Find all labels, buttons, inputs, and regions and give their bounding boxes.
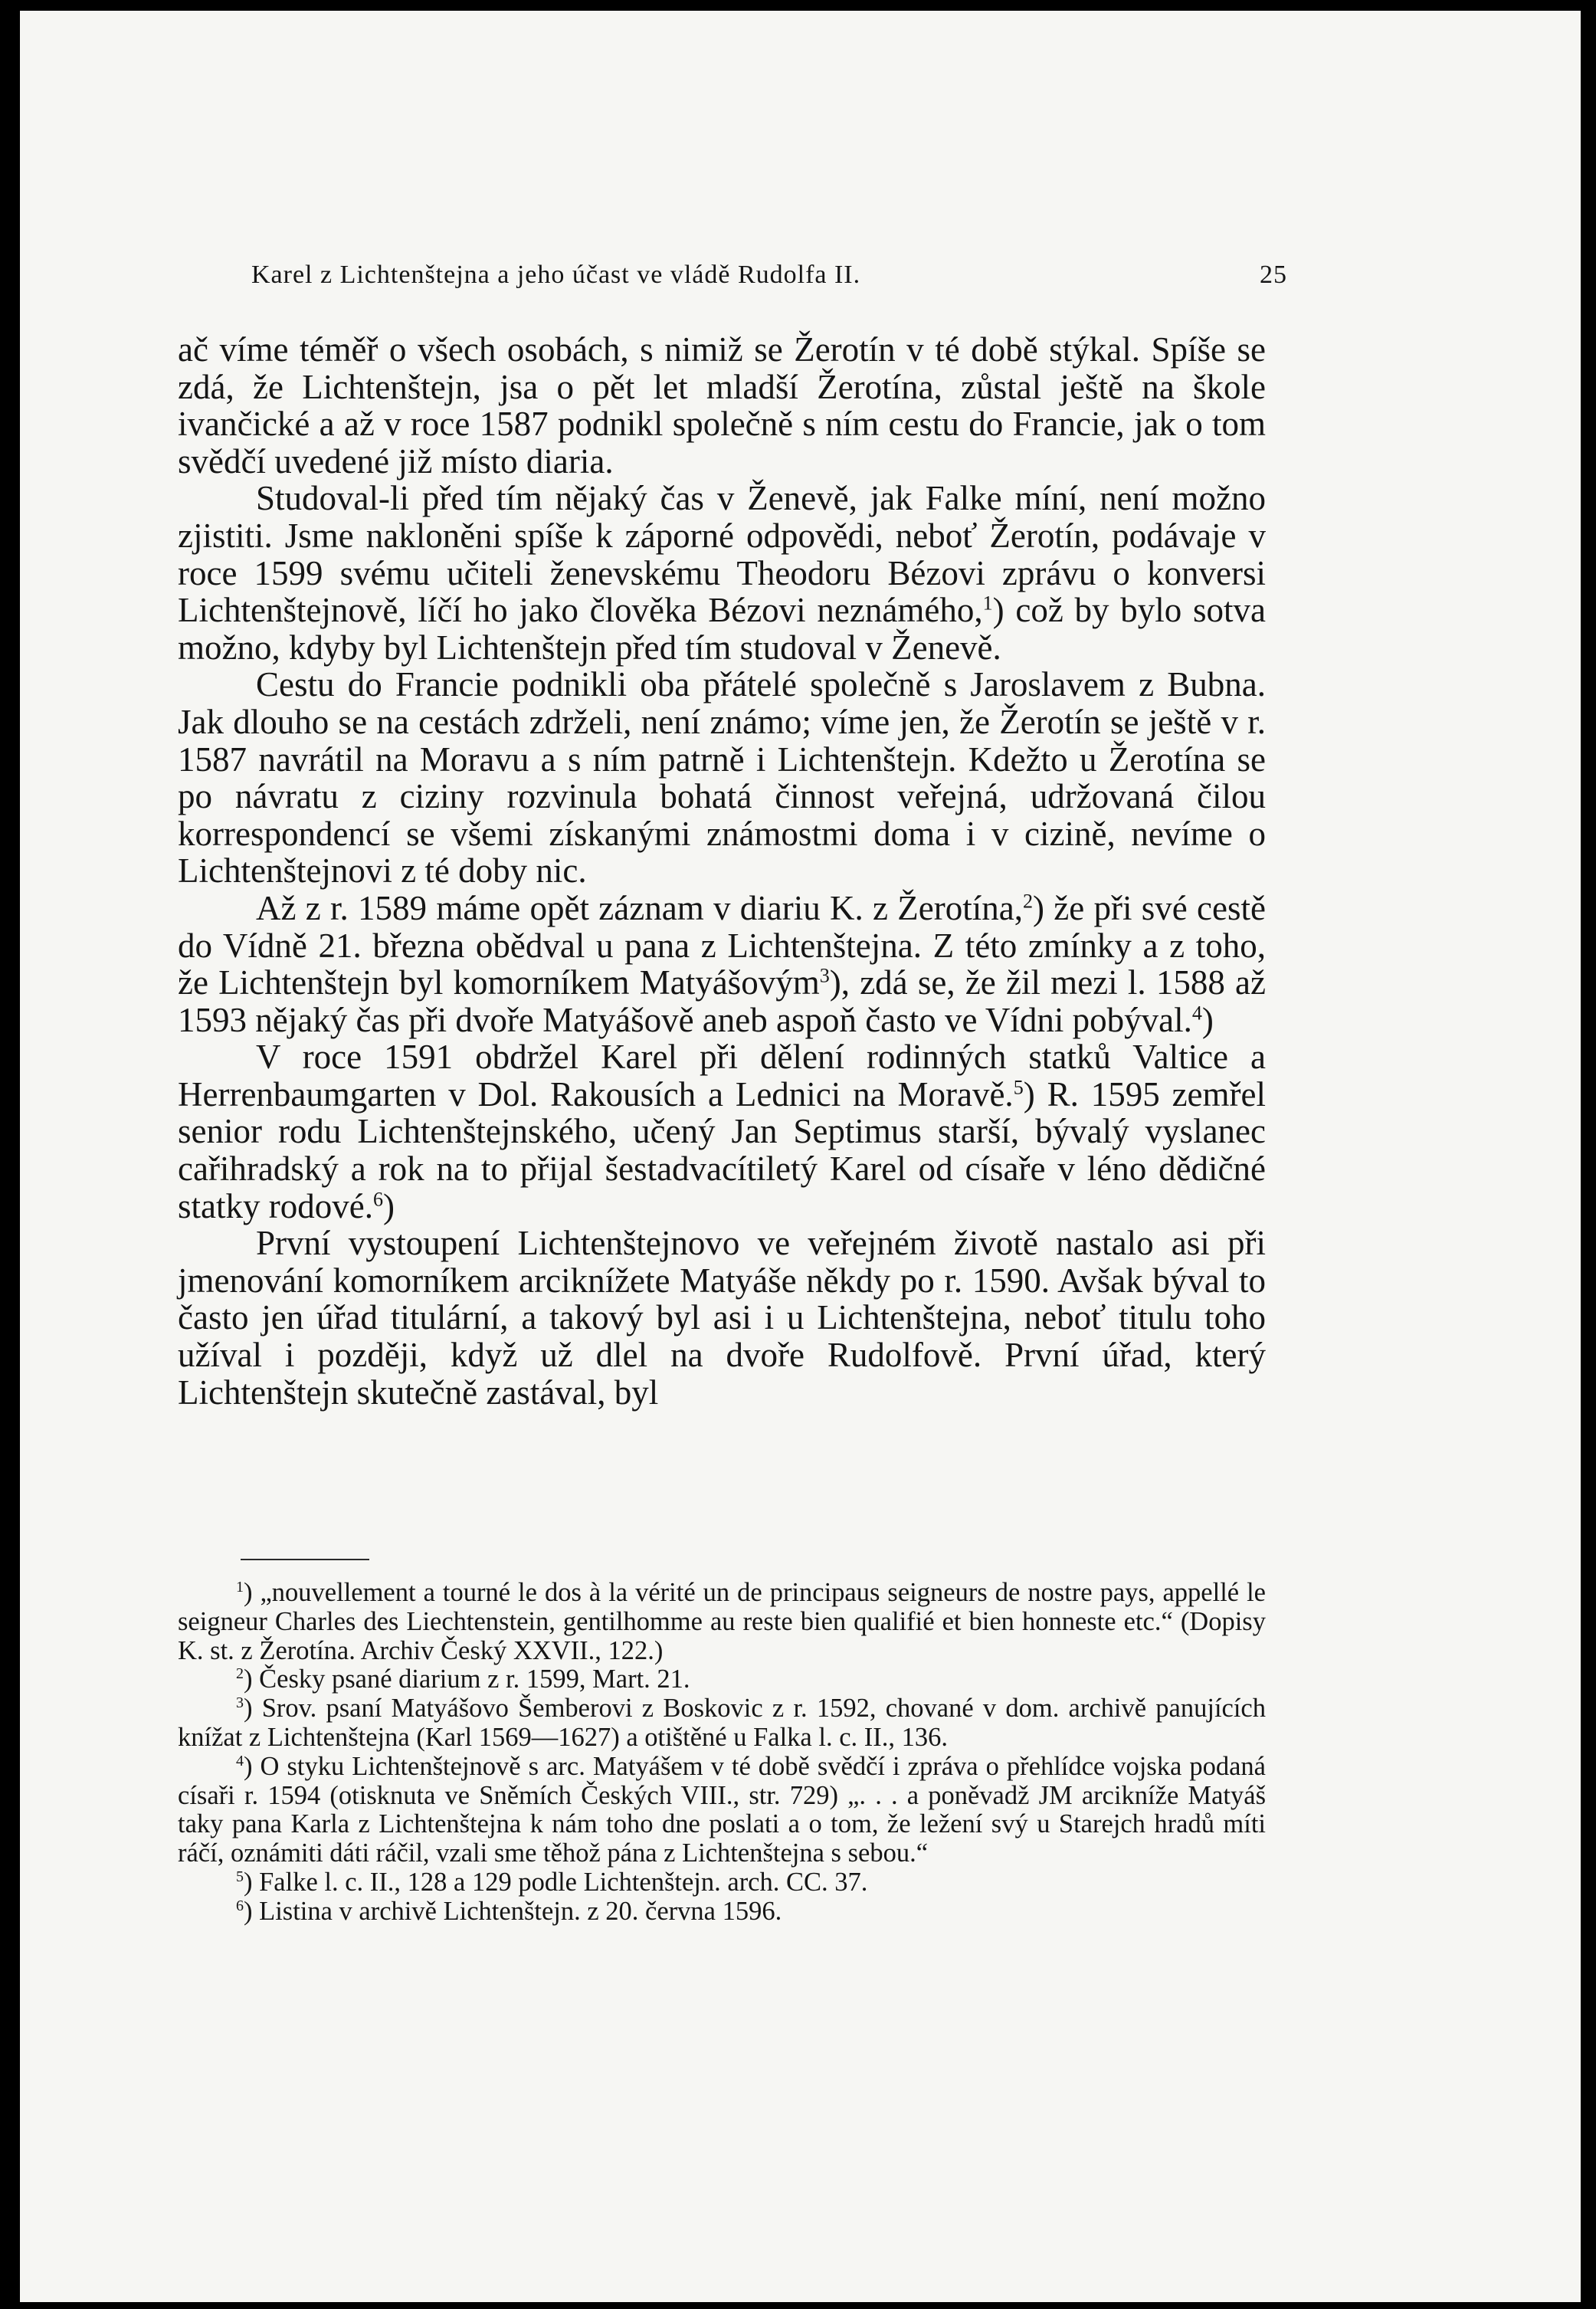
footnote-text: ) Falke l. c. II., 128 a 129 podle Lichtenštejn. arch. CC. 37. <box>244 1867 868 1897</box>
footnote-mark: 4 <box>236 1752 244 1769</box>
paragraph-text: ač víme téměř o všech osobách, s nimiž se Žerotín v té době stýkal. Spíše se zdá, že Lichtenštejn, jsa o pět let mladší Žerotína, zůstal ještě na škole ivančické a až v roce 1587 podnikl společně s ním cestu do Francie, jak o tom svědčí uvedené již místo diaria. <box>178 330 1266 480</box>
footnote-ref: 5 <box>1013 1076 1024 1099</box>
page-number: 25 <box>1260 261 1287 289</box>
footnote-mark: 5 <box>236 1868 244 1885</box>
paragraph-text: ) což by bylo sotva možno, kdyby byl Lichtenštejn před tím studoval v Ženevě. <box>178 591 1267 667</box>
paragraph-text: Cestu do Francie podnikli oba přátelé společně s Jaroslavem z Bubna. Jak dlouho se na cestách zdrželi, není známo; víme jen, že Žerotín se ještě v r. 1587 navrátil na Moravu a s ním patrně i Lichtenštejn. Kdežto u Žerotína se po návratu z ciziny rozvinula bohatá činnost veřejná, udržovaná čilou korrespondencí se všemi získanými známostmi doma i v cizině, nevíme o Lichtenštejnovi z té doby nic. <box>178 665 1266 890</box>
paragraph-text: První vystoupení Lichtenštejnovo ve veřejném životě nastalo asi při jmenování komorníkem arciknížete Matyáše někdy po r. 1590. Avšak býval to často jen úřad titulární, a takový byl asi i u Lichtenštejna, neboť titulu toho užíval i později, když už dlel na dvoře Rudolfově. První úřad, který Lichtenštejn skutečně zastával, byl <box>178 1224 1266 1412</box>
paragraph-text: ) že při své cestě do Vídně 21. března obědval u pana z Lichtenštejna. Z této zmínky a z toho, že Lichtenštejn byl komorníkem Matyášovým <box>178 888 1266 1002</box>
footnote-mark: 3 <box>236 1694 244 1712</box>
footnote-mark: 6 <box>236 1897 244 1914</box>
footnote-ref: 3 <box>819 964 830 987</box>
main-text <box>178 331 1266 1411</box>
paragraph <box>178 1225 1266 1411</box>
header-title: Karel z Lichtenštejna a jeho účast ve vládě Rudolfa II. <box>251 261 861 289</box>
footnote-ref: 2 <box>1022 890 1034 913</box>
paragraph <box>178 666 1266 890</box>
footnote <box>178 1753 1266 1868</box>
footnote <box>178 1694 1266 1753</box>
paragraph-text: V roce 1591 obdržel Karel při dělení rodinných statků Valtice a Herrenbaumgarten v Dol. Rakousích a Lednici na Moravě. <box>178 1038 1266 1114</box>
paragraph <box>178 331 1266 480</box>
footnote-text: ) „nouvellement a tourné le dos à la vérité un de principaus seigneurs de nostre pays, appellé le seigneur Charles des Liechtenstein, gentilhomme au reste bien qualifié et bien honneste etc.“ (Dopisy K. st. z Žerotína. Archiv Český XXVII., 122.) <box>178 1578 1266 1665</box>
paragraph <box>178 1038 1266 1225</box>
footnote <box>178 1579 1266 1665</box>
running-header <box>207 261 1287 307</box>
paragraph <box>178 480 1266 666</box>
footnote-mark: 1 <box>236 1579 244 1596</box>
paragraph <box>178 890 1266 1038</box>
footnote <box>178 1868 1266 1897</box>
footnote-text: ) Česky psané diarium z r. 1599, Mart. 21. <box>244 1665 690 1694</box>
paragraph-text: ) <box>1201 1000 1214 1039</box>
footnote <box>178 1897 1266 1927</box>
footnotes <box>178 1579 1266 1927</box>
paragraph-text: ) <box>383 1186 395 1225</box>
footnote-text: ) Srov. psaní Matyášovo Šemberovi z Boskovic z r. 1592, chované v dom. archivě panujících knížat z Lichtenštejna (Karl 1569—1627) a otištěné u Falka l. c. II., 136. <box>178 1694 1266 1752</box>
footnote <box>178 1665 1266 1694</box>
footnote-mark: 2 <box>236 1665 244 1683</box>
footnote-ref: 6 <box>372 1188 383 1210</box>
paragraph-text: Až z r. 1589 máme opět záznam v diariu K. z Žerotína, <box>256 888 1023 927</box>
footnote-text: ) Listina v archivě Lichtenštejn. z 20. června 1596. <box>244 1896 782 1926</box>
footnote-divider <box>241 1559 369 1560</box>
footnote-ref: 1 <box>982 592 993 615</box>
paragraph-text: ) R. 1595 zemřel senior rodu Lichtenštejnského, učený Jan Septimus starší, bývalý vyslanec cařihradský a rok na to přijal šestadvacítiletý Karel od císaře v léno dědičné statky rodové. <box>178 1074 1266 1225</box>
paragraph-text: Studoval-li před tím nějaký čas v Ženevě, jak Falke míní, není možno zjistiti. Jsme nakloněni spíše k záporné odpovědi, neboť Žerotín, podávaje v roce 1599 svému učiteli ženevskému Theodoru Bézovi zprávu o konversi Lichtenštejnově, líčí ho jako člověka Bézovi neznámého, <box>178 479 1266 630</box>
footnote-ref: 4 <box>1191 1002 1202 1025</box>
footnote-text: ) O styku Lichtenštejnově s arc. Matyášem v té době svědčí i zpráva o přehlídce vojska podaná císaři r. 1594 (otisknuta ve Sněmích Českých VIII., str. 729) „. . . a poněvadž JM arcikníže Matyáš taky pana Karla z Lichtenštejna k nám toho dne poslati a o tom, že ležení svý u Starejch hradů míti ráčí, oznámiti dáti ráčil, vzali sme těhož pána z Lichtenštejna s sebou.“ <box>178 1751 1266 1868</box>
paragraph-text: ), zdá se, že žil mezi l. 1588 až 1593 nějaký čas při dvoře Matyášově aneb aspoň často ve Vídni pobýval. <box>178 963 1266 1039</box>
